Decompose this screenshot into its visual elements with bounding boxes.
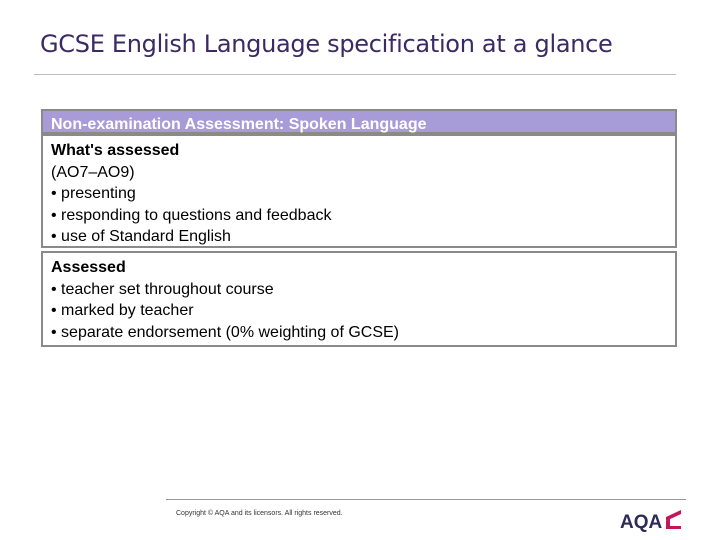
assessed-heading: Assessed [51,259,126,276]
aqa-logo [620,508,682,532]
assessed-line: • marked by teacher [51,302,194,319]
assessed-line: • teacher set throughout course [51,280,274,298]
footer-divider [166,499,686,500]
whats-assessed-line: • use of Standard English [51,228,231,245]
copyright-text: Copyright © AQA and its licensors. All rights reserved. [176,510,343,517]
spoken-language-table [41,109,677,347]
whats-assessed-line: • presenting [51,185,136,202]
assessed-cell [41,251,677,347]
assessed-line: • separate endorsement (0% weighting of GCSE) [51,323,399,341]
slide-title: GCSE English Language specification at a glance [40,30,613,58]
whats-assessed-line: (AO7–AO9) [51,163,135,181]
aqa-logo-text: AQA [620,512,663,532]
whats-assessed-line: • responding to questions and feedback [51,206,332,224]
aqa-logo-mark [666,510,681,529]
title-divider [34,74,676,75]
table-header: Non-examination Assessment: Spoken Language [41,109,677,134]
whats-assessed-heading: What's assessed [51,142,180,159]
whats-assessed-cell [41,134,677,248]
